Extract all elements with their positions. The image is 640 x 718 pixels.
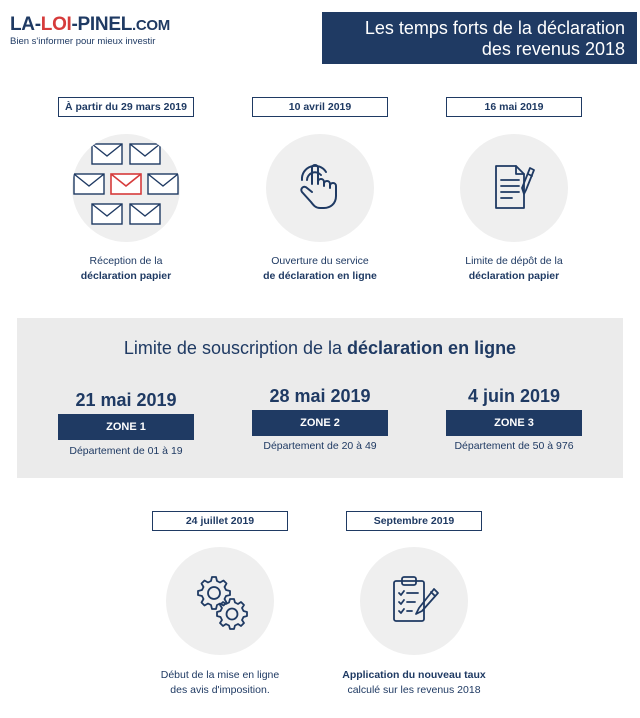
logo-part-4: .COM (132, 17, 170, 34)
clipboard-pen-icon (384, 571, 444, 631)
logo-part-2: LOI (40, 14, 72, 35)
logo-part-3: -PINEL (71, 14, 133, 35)
zone-2-departments: Département de 20 à 49 (263, 440, 377, 452)
later-2-circle (360, 547, 468, 655)
logo-tagline: Bien s'informer pour mieux investir (10, 36, 156, 47)
page-title-box (322, 12, 637, 64)
milestone-1-caption: Réception de la déclaration papier (80, 255, 172, 282)
milestone-1-circle (72, 134, 180, 242)
zone-3-departments: Département de 50 à 976 (454, 440, 574, 452)
online-deadline-title: Limite de souscription de la déclaration en ligne (123, 338, 517, 358)
gears-icon (190, 571, 250, 631)
page-title-line1: Les temps forts de la déclaration (364, 18, 625, 38)
later-1-date: 24 juillet 2019 (152, 511, 288, 531)
logo-part-1: LA- (10, 14, 41, 35)
milestone-1-date: À partir du 29 mars 2019 (58, 97, 194, 117)
site-logo[interactable] (10, 14, 170, 47)
document-pen-icon (484, 158, 544, 218)
milestone-3-caption: Limite de dépôt de la déclaration papier (465, 255, 563, 282)
milestone-3-circle (460, 134, 568, 242)
later-2-date: Septembre 2019 (346, 511, 482, 531)
milestone-2-date: 10 avril 2019 (252, 97, 388, 117)
zone-1-label: ZONE 1 (58, 414, 194, 440)
zone-3-date: 4 juin 2019 (467, 386, 561, 406)
milestone-2-circle (266, 134, 374, 242)
later-1-circle (166, 547, 274, 655)
touch-hand-icon (290, 158, 350, 218)
envelopes-icon (72, 134, 180, 242)
zone-1-departments: Département de 01 à 19 (69, 445, 183, 457)
milestone-2-caption: Ouverture du service de déclaration en ligne (263, 255, 377, 282)
later-1-caption: Début de la mise en ligne des avis d'imposition. (160, 669, 280, 696)
zone-2-date: 28 mai 2019 (269, 386, 371, 406)
milestone-3-date: 16 mai 2019 (446, 97, 582, 117)
page-title-line2: des revenus 2018 (481, 39, 625, 59)
zone-1-date: 21 mai 2019 (75, 390, 177, 410)
later-2-caption: Application du nouveau taux calculé sur les revenus 2018 (342, 669, 486, 696)
zone-3-label: ZONE 3 (446, 410, 582, 436)
zone-2-label: ZONE 2 (252, 410, 388, 436)
